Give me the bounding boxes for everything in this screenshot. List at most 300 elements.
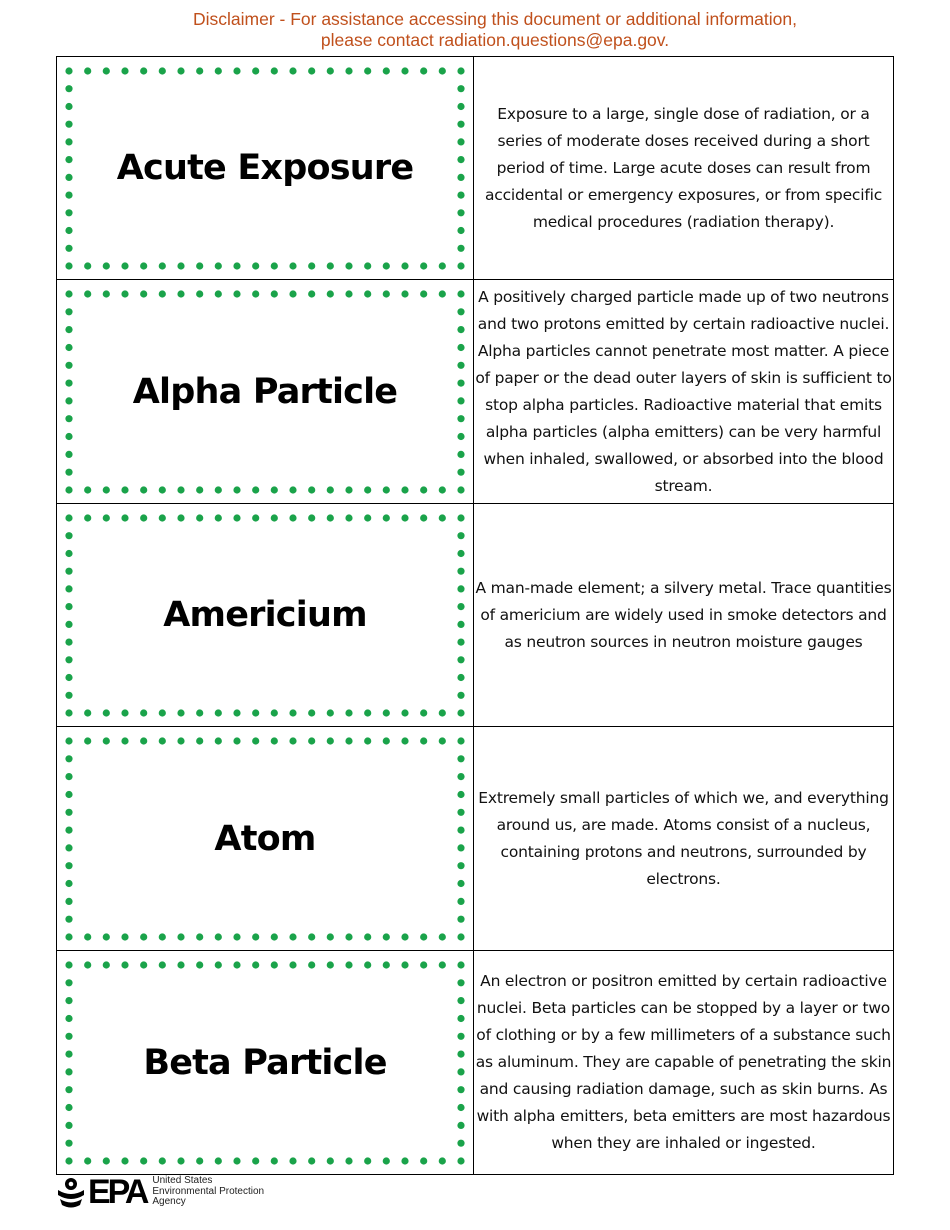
- border-dot: [289, 262, 296, 269]
- border-dot: [159, 933, 166, 940]
- term-label: Beta Particle: [143, 1042, 387, 1083]
- border-dot: [103, 709, 110, 716]
- border-dot: [289, 709, 296, 716]
- border-dot: [65, 227, 72, 234]
- border-dot: [457, 1140, 464, 1147]
- border-dot: [252, 961, 259, 968]
- border-dot: [327, 961, 334, 968]
- border-dot: [457, 209, 464, 216]
- border-dot: [196, 961, 203, 968]
- term-label: Acute Exposure: [116, 148, 414, 188]
- border-dot: [289, 67, 296, 74]
- border-dot: [65, 898, 72, 905]
- border-dot: [308, 290, 315, 297]
- border-dot: [65, 103, 72, 110]
- border-dot: [308, 709, 315, 716]
- border-dot: [439, 709, 446, 716]
- border-dot: [252, 709, 259, 716]
- border-dot: [457, 773, 464, 780]
- border-dot: [159, 486, 166, 493]
- border-dot: [65, 916, 72, 923]
- border-dot: [308, 262, 315, 269]
- border-dot: [457, 656, 464, 663]
- border-dot: [420, 67, 427, 74]
- border-dot: [457, 692, 464, 699]
- border-dot: [65, 773, 72, 780]
- border-dot: [439, 262, 446, 269]
- border-dot: [65, 486, 72, 493]
- border-dot: [364, 514, 371, 521]
- border-dot: [65, 262, 72, 269]
- border-dot: [121, 961, 128, 968]
- border-dot: [177, 67, 184, 74]
- definition-cell: [474, 951, 894, 1175]
- border-dot: [65, 326, 72, 333]
- agency-name: [152, 1176, 264, 1208]
- border-dot: [121, 709, 128, 716]
- border-dot: [159, 1157, 166, 1164]
- border-dot: [140, 933, 147, 940]
- border-dot: [84, 1157, 91, 1164]
- border-dot: [65, 997, 72, 1004]
- border-dot: [215, 737, 222, 744]
- border-dot: [252, 262, 259, 269]
- border-dot: [65, 656, 72, 663]
- border-dot: [439, 67, 446, 74]
- border-dot: [233, 486, 240, 493]
- border-dot: [327, 262, 334, 269]
- border-dot: [308, 961, 315, 968]
- border-dot: [215, 709, 222, 716]
- border-dot: [65, 85, 72, 92]
- border-dot: [177, 514, 184, 521]
- border-dot: [401, 737, 408, 744]
- border-dot: [65, 308, 72, 315]
- border-dot: [383, 486, 390, 493]
- border-dot: [121, 1157, 128, 1164]
- border-dot: [271, 514, 278, 521]
- flashcard-row: [57, 280, 894, 504]
- border-dot: [271, 262, 278, 269]
- border-dot: [457, 1086, 464, 1093]
- term-label: Atom: [214, 818, 316, 859]
- definition-text: A positively charged particle made up of two neutrons and two protons emitted by certain radioactive nuclei. Alpha particles cannot penetrate most matter. A piece of paper or the dead outer layers of skin is sufficient to stop alpha particles. Radioactive material that emits alpha particles (alpha emitters) can be very harmful when inhaled, swallowed, or absorbed into the blood stream.: [475, 287, 892, 495]
- border-dot: [289, 961, 296, 968]
- border-dot: [345, 933, 352, 940]
- disclaimer: [0, 9, 950, 51]
- border-dot: [383, 262, 390, 269]
- border-dot: [84, 737, 91, 744]
- border-dot: [121, 486, 128, 493]
- border-dot: [401, 1157, 408, 1164]
- border-dot: [401, 933, 408, 940]
- border-dot: [65, 415, 72, 422]
- border-dot: [65, 433, 72, 440]
- border-dot: [65, 362, 72, 369]
- border-dot: [196, 737, 203, 744]
- border-dot: [345, 486, 352, 493]
- flashcard-row: [57, 504, 894, 727]
- border-dot: [457, 997, 464, 1004]
- border-dot: [457, 1157, 464, 1164]
- border-dot: [233, 290, 240, 297]
- definition-cell: [474, 280, 894, 504]
- border-dot: [271, 709, 278, 716]
- border-dot: [252, 67, 259, 74]
- border-dot: [84, 514, 91, 521]
- border-dot: [439, 933, 446, 940]
- border-dot: [177, 262, 184, 269]
- border-dot: [159, 290, 166, 297]
- border-dot: [233, 262, 240, 269]
- border-dot: [271, 290, 278, 297]
- border-dot: [364, 961, 371, 968]
- border-dot: [121, 737, 128, 744]
- border-dot: [159, 262, 166, 269]
- border-dot: [103, 262, 110, 269]
- border-dot: [140, 709, 147, 716]
- border-dot: [233, 1157, 240, 1164]
- term-cell: [57, 727, 474, 951]
- border-dot: [401, 67, 408, 74]
- border-dot: [383, 290, 390, 297]
- border-dot: [84, 961, 91, 968]
- flashcard-row: [57, 951, 894, 1175]
- border-dot: [65, 67, 72, 74]
- border-dot: [103, 933, 110, 940]
- border-dot: [177, 961, 184, 968]
- border-dot: [65, 290, 72, 297]
- border-dot: [159, 514, 166, 521]
- border-dot: [327, 709, 334, 716]
- border-dot: [65, 1015, 72, 1022]
- border-dot: [65, 1086, 72, 1093]
- border-dot: [196, 486, 203, 493]
- border-dot: [177, 290, 184, 297]
- border-dot: [457, 192, 464, 199]
- border-dot: [457, 121, 464, 128]
- border-dot: [215, 514, 222, 521]
- border-dot: [327, 67, 334, 74]
- border-dot: [308, 67, 315, 74]
- border-dot: [65, 138, 72, 145]
- term-cell: [57, 504, 474, 727]
- border-dot: [103, 1157, 110, 1164]
- border-dot: [457, 1104, 464, 1111]
- border-dot: [103, 290, 110, 297]
- border-dot: [103, 486, 110, 493]
- border-dot: [327, 486, 334, 493]
- border-dot: [457, 469, 464, 476]
- border-dot: [420, 514, 427, 521]
- border-dot: [65, 1140, 72, 1147]
- border-dot: [439, 290, 446, 297]
- border-dot: [65, 585, 72, 592]
- border-dot: [457, 639, 464, 646]
- border-dot: [65, 469, 72, 476]
- border-dot: [65, 1157, 72, 1164]
- border-dot: [65, 862, 72, 869]
- border-dot: [196, 514, 203, 521]
- border-dot: [159, 961, 166, 968]
- border-dot: [327, 514, 334, 521]
- border-dot: [103, 737, 110, 744]
- border-dot: [215, 290, 222, 297]
- border-dot: [457, 809, 464, 816]
- border-dot: [457, 568, 464, 575]
- border-dot: [140, 737, 147, 744]
- border-dot: [420, 486, 427, 493]
- border-dot: [65, 121, 72, 128]
- border-dot: [121, 262, 128, 269]
- border-dot: [364, 1157, 371, 1164]
- term-label: Alpha Particle: [132, 371, 398, 412]
- border-dot: [196, 709, 203, 716]
- border-dot: [65, 568, 72, 575]
- border-dot: [457, 979, 464, 986]
- border-dot: [252, 486, 259, 493]
- border-dot: [177, 1157, 184, 1164]
- border-dot: [457, 308, 464, 315]
- border-dot: [84, 933, 91, 940]
- border-dot: [252, 1157, 259, 1164]
- definition-cell: [474, 57, 894, 280]
- definition-cell: [474, 727, 894, 951]
- border-dot: [457, 67, 464, 74]
- border-dot: [457, 85, 464, 92]
- border-dot: [65, 245, 72, 252]
- flashcard-row: [57, 57, 894, 280]
- border-dot: [177, 486, 184, 493]
- border-dot: [457, 737, 464, 744]
- border-dot: [233, 933, 240, 940]
- border-dot: [140, 262, 147, 269]
- border-dot: [65, 755, 72, 762]
- border-dot: [383, 1157, 390, 1164]
- border-dot: [364, 486, 371, 493]
- border-dot: [457, 486, 464, 493]
- border-dot: [196, 67, 203, 74]
- border-dot: [457, 415, 464, 422]
- border-dot: [271, 933, 278, 940]
- border-dot: [457, 755, 464, 762]
- border-dot: [289, 514, 296, 521]
- border-dot: [65, 1122, 72, 1129]
- border-dot: [159, 67, 166, 74]
- border-dot: [383, 737, 390, 744]
- border-dot: [457, 532, 464, 539]
- border-dot: [345, 290, 352, 297]
- agency-line-1: United States: [152, 1175, 213, 1187]
- border-dot: [457, 451, 464, 458]
- border-dot: [457, 362, 464, 369]
- border-dot: [457, 1033, 464, 1040]
- border-dot: [65, 550, 72, 557]
- border-dot: [121, 290, 128, 297]
- border-dot: [289, 486, 296, 493]
- border-dot: [457, 862, 464, 869]
- border-dot: [383, 961, 390, 968]
- border-dot: [121, 933, 128, 940]
- border-dot: [457, 880, 464, 887]
- border-dot: [364, 709, 371, 716]
- border-dot: [457, 227, 464, 234]
- disclaimer-line-1: Disclaimer - For assistance accessing this document or additional information,: [192, 9, 797, 29]
- border-dot: [439, 737, 446, 744]
- border-dot: [177, 933, 184, 940]
- border-dot: [215, 961, 222, 968]
- definition-text: An electron or positron emitted by certain radioactive nuclei. Beta particles can be stopped by a layer or two of clothing or by a few millimeters of a substance such as aluminum. They are capable of penetrating the skin and causing radiation damage, such as skin burns. As with alpha emitters, beta emitters are most hazardous when they are inhaled or ingested.: [475, 972, 892, 1152]
- border-dot: [215, 486, 222, 493]
- border-dot: [65, 709, 72, 716]
- border-dot: [159, 737, 166, 744]
- border-dot: [401, 514, 408, 521]
- border-dot: [271, 961, 278, 968]
- border-dot: [84, 486, 91, 493]
- border-dot: [345, 514, 352, 521]
- border-dot: [345, 67, 352, 74]
- border-dot: [233, 961, 240, 968]
- border-dot: [457, 791, 464, 798]
- border-dot: [364, 67, 371, 74]
- border-dot: [65, 639, 72, 646]
- border-dot: [65, 809, 72, 816]
- border-dot: [457, 262, 464, 269]
- border-dot: [439, 486, 446, 493]
- border-dot: [140, 290, 147, 297]
- border-dot: [121, 514, 128, 521]
- border-dot: [439, 961, 446, 968]
- border-dot: [252, 933, 259, 940]
- border-dot: [140, 1157, 147, 1164]
- border-dot: [457, 585, 464, 592]
- border-dot: [383, 514, 390, 521]
- border-dot: [215, 262, 222, 269]
- definition-text: Extremely small particles of which we, and everything around us, are made. Atoms consist of a nucleus, containing protons and neutrons, surrounded by electrons.: [478, 788, 889, 888]
- border-dot: [271, 737, 278, 744]
- border-dot: [196, 933, 203, 940]
- border-dot: [215, 67, 222, 74]
- term-label: Americium: [163, 595, 367, 635]
- border-dot: [457, 961, 464, 968]
- border-dot: [345, 262, 352, 269]
- border-dot: [420, 709, 427, 716]
- border-dot: [383, 933, 390, 940]
- border-dot: [457, 138, 464, 145]
- border-dot: [308, 933, 315, 940]
- border-dot: [84, 67, 91, 74]
- agency-line-2: Environmental Protection: [152, 1185, 265, 1197]
- border-dot: [401, 961, 408, 968]
- border-dot: [65, 933, 72, 940]
- border-dot: [289, 737, 296, 744]
- flashcard-row: [57, 727, 894, 951]
- border-dot: [364, 262, 371, 269]
- border-dot: [84, 290, 91, 297]
- border-dot: [65, 344, 72, 351]
- border-dot: [439, 1157, 446, 1164]
- border-dot: [420, 737, 427, 744]
- border-dot: [84, 709, 91, 716]
- border-dot: [65, 451, 72, 458]
- border-dot: [457, 514, 464, 521]
- border-dot: [457, 103, 464, 110]
- border-dot: [65, 192, 72, 199]
- border-dot: [308, 1157, 315, 1164]
- border-dot: [345, 1157, 352, 1164]
- border-dot: [457, 1015, 464, 1022]
- border-dot: [327, 737, 334, 744]
- border-dot: [140, 67, 147, 74]
- border-dot: [65, 737, 72, 744]
- border-dot: [345, 961, 352, 968]
- border-dot: [252, 737, 259, 744]
- term-cell: [57, 280, 474, 504]
- definition-text: A man-made element; a silvery metal. Trace quantities of americium are widely used in smoke detectors and as neutron sources in neutron moisture gauges: [475, 578, 892, 651]
- border-dot: [140, 514, 147, 521]
- border-dot: [364, 737, 371, 744]
- border-dot: [457, 674, 464, 681]
- border-dot: [233, 514, 240, 521]
- border-dot: [364, 290, 371, 297]
- border-dot: [65, 209, 72, 216]
- border-dot: [196, 262, 203, 269]
- border-dot: [420, 262, 427, 269]
- border-dot: [457, 709, 464, 716]
- border-dot: [289, 290, 296, 297]
- border-dot: [457, 550, 464, 557]
- border-dot: [271, 486, 278, 493]
- border-dot: [401, 290, 408, 297]
- border-dot: [196, 290, 203, 297]
- border-dot: [439, 514, 446, 521]
- border-dot: [420, 290, 427, 297]
- border-dot: [457, 245, 464, 252]
- border-dot: [383, 67, 390, 74]
- border-dot: [65, 692, 72, 699]
- border-dot: [345, 737, 352, 744]
- border-dot: [401, 709, 408, 716]
- border-dot: [103, 961, 110, 968]
- border-dot: [84, 262, 91, 269]
- border-dot: [401, 486, 408, 493]
- border-dot: [327, 933, 334, 940]
- border-dot: [159, 709, 166, 716]
- border-dot: [420, 1157, 427, 1164]
- border-dot: [103, 67, 110, 74]
- term-cell: [57, 57, 474, 280]
- border-dot: [252, 290, 259, 297]
- border-dot: [65, 979, 72, 986]
- border-dot: [457, 933, 464, 940]
- border-dot: [308, 514, 315, 521]
- border-dot: [327, 290, 334, 297]
- disclaimer-line-2: please contact radiation.questions@epa.gov.: [320, 30, 670, 50]
- border-dot: [140, 961, 147, 968]
- border-dot: [215, 1157, 222, 1164]
- epa-flower-icon: [56, 1175, 86, 1209]
- border-dot: [65, 514, 72, 521]
- border-dot: [457, 1122, 464, 1129]
- epa-wordmark: EPA: [88, 1173, 147, 1211]
- border-dot: [420, 961, 427, 968]
- definition-text: Exposure to a large, single dose of radiation, or a series of moderate doses received during a short period of time. Large acute doses can result from accidental or emergency exposures, or from specific medical procedures (radiation therapy).: [484, 104, 883, 231]
- border-dot: [65, 791, 72, 798]
- border-dot: [252, 514, 259, 521]
- border-dot: [177, 737, 184, 744]
- border-dot: [233, 737, 240, 744]
- agency-line-3: Agency: [152, 1196, 186, 1208]
